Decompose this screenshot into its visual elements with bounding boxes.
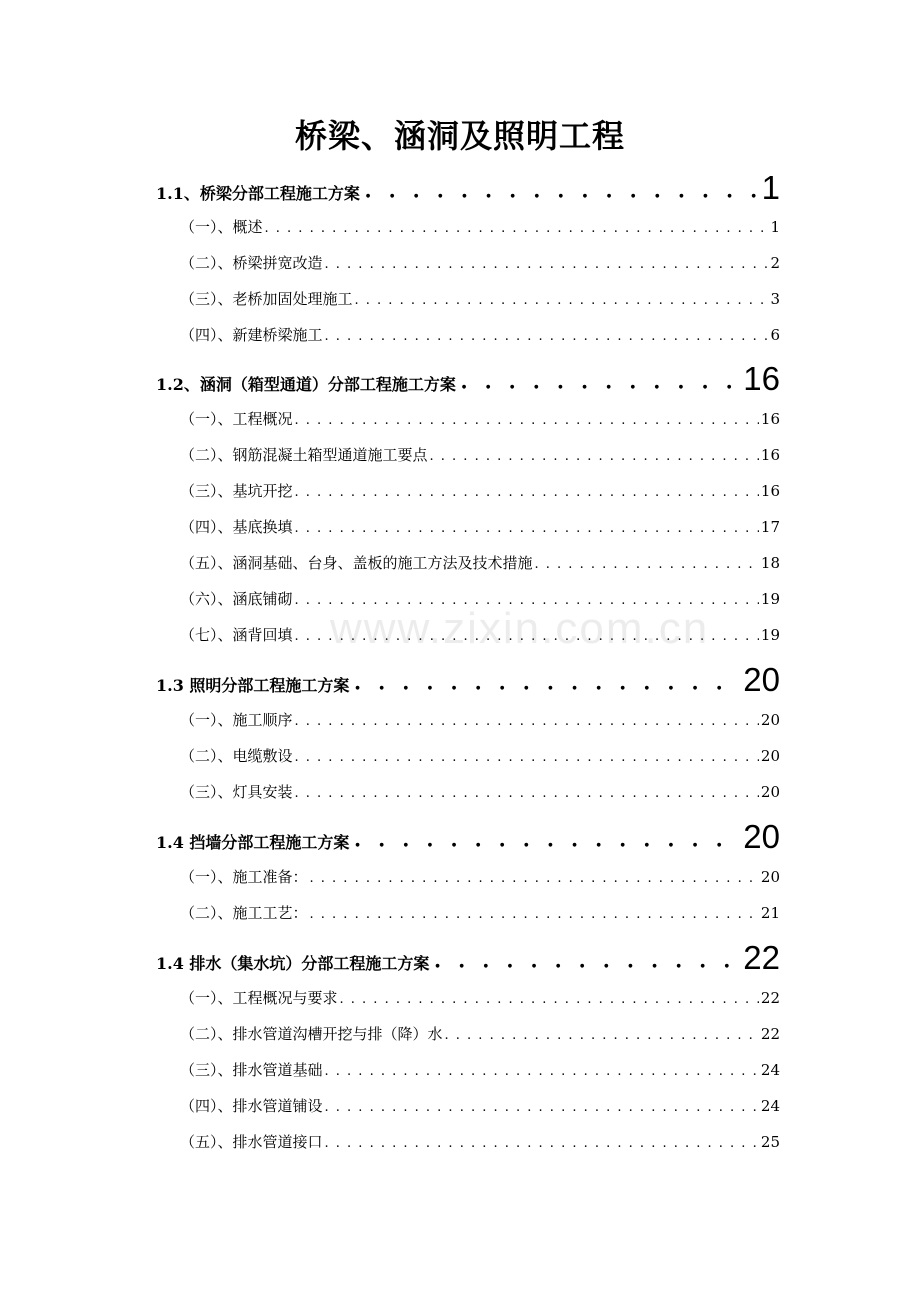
dot-leader <box>325 257 769 272</box>
toc-page-number: 16 <box>743 361 780 397</box>
dot-leader <box>295 593 759 608</box>
toc-entry-label: （三）、灯具安装 <box>180 783 293 801</box>
dot-leader <box>265 221 769 236</box>
dot-leader <box>325 1064 759 1079</box>
toc-entry[interactable] <box>180 1131 780 1152</box>
toc-page-number: 1 <box>770 218 780 236</box>
toc-entry[interactable] <box>180 444 780 465</box>
toc-section-5[interactable] <box>156 940 780 976</box>
dot-leader <box>445 1028 759 1043</box>
toc-page-number: 20 <box>760 711 780 729</box>
dot-leader <box>325 1136 759 1151</box>
toc-entry-label: （五）、排水管道接口 <box>180 1133 323 1151</box>
toc-page-number: 21 <box>760 904 780 922</box>
toc-page-number: 2 <box>770 254 780 272</box>
toc-page-number: 17 <box>760 518 780 536</box>
toc-section-3[interactable] <box>156 662 780 698</box>
dot-leader <box>295 485 759 500</box>
toc-page-number: 25 <box>760 1133 780 1151</box>
toc-entry[interactable] <box>180 1023 780 1044</box>
toc-entry[interactable] <box>180 1095 780 1116</box>
toc-page-number: 1 <box>761 170 780 206</box>
dot-leader <box>295 750 759 765</box>
dot-leader <box>340 992 759 1007</box>
toc-entry-label: （三）、基坑开挖 <box>180 482 293 500</box>
toc-entry[interactable] <box>180 588 780 609</box>
toc-entry[interactable] <box>180 216 780 237</box>
dot-leader <box>325 1100 759 1115</box>
dot-leader <box>295 786 759 801</box>
dot-leader <box>310 907 759 922</box>
toc-entry[interactable] <box>180 516 780 537</box>
toc-entry-label: （三）、排水管道基础 <box>180 1061 323 1079</box>
toc-page-number: 20 <box>760 783 780 801</box>
toc-page-number: 20 <box>760 868 780 886</box>
toc-section-label: 1.4 排水（集水坑）分部工程施工方案 <box>156 954 430 973</box>
dot-leader <box>535 557 759 572</box>
toc-entry-label: （四）、排水管道铺设 <box>180 1097 323 1115</box>
toc-entry-label: （二）、钢筋混凝土箱型通道施工要点 <box>180 446 428 464</box>
toc-page-number: 19 <box>760 590 780 608</box>
toc-page-number: 20 <box>760 747 780 765</box>
dot-leader <box>355 293 769 308</box>
toc-entry[interactable] <box>180 902 780 923</box>
watermark-text: www.zixin.com.cn <box>330 604 710 653</box>
toc-entry-label: （一）、工程概况 <box>180 410 293 428</box>
dot-leader <box>435 954 741 973</box>
toc-entry-label: （三）、老桥加固处理施工 <box>180 290 353 308</box>
toc-page-number: 16 <box>760 446 780 464</box>
document-title: 桥梁、涵洞及照明工程 <box>294 117 625 155</box>
toc-entry-label: （七）、涵背回填 <box>180 626 293 644</box>
toc-entry-label: （五）、涵洞基础、台身、盖板的施工方法及技术措施 <box>180 554 533 572</box>
toc-entry[interactable] <box>180 324 780 345</box>
toc-entry-label: （四）、新建桥梁施工 <box>180 326 323 344</box>
toc-page-number: 22 <box>760 1025 780 1043</box>
toc-section-label: 1.4 挡墙分部工程施工方案 <box>156 833 350 852</box>
toc-page-number: 20 <box>743 662 780 698</box>
dot-leader <box>295 714 759 729</box>
toc-entry-label: （四）、基底换填 <box>180 518 293 536</box>
dot-leader <box>355 676 741 695</box>
toc-entry-label: （二）、桥梁拼宽改造 <box>180 254 323 272</box>
toc-entry-label: （一）、施工准备： <box>180 868 308 886</box>
toc-entry[interactable] <box>180 408 780 429</box>
toc-entry-label: （一）、概述 <box>180 218 263 236</box>
dot-leader <box>310 871 759 886</box>
dot-leader <box>430 449 759 464</box>
toc-section-label: 1.2、涵洞（箱型通道）分部工程施工方案 <box>156 375 456 394</box>
dot-leader <box>295 629 759 644</box>
toc-entry[interactable] <box>180 987 780 1008</box>
toc-entry[interactable] <box>180 866 780 887</box>
toc-section-1[interactable] <box>156 170 780 206</box>
toc-entry-label: （二）、施工工艺： <box>180 904 308 922</box>
toc-page-number: 20 <box>743 819 780 855</box>
toc-entry-label: （二）、排水管道沟槽开挖与排（降）水 <box>180 1025 443 1043</box>
toc-entry[interactable] <box>180 480 780 501</box>
dot-leader <box>295 521 759 536</box>
toc-page-number: 19 <box>760 626 780 644</box>
toc-entry-label: （一）、工程概况与要求 <box>180 989 338 1007</box>
toc-section-2[interactable] <box>156 361 780 397</box>
toc-entry-label: （二）、电缆敷设 <box>180 747 293 765</box>
toc-section-4[interactable] <box>156 819 780 855</box>
toc-entry[interactable] <box>180 252 780 273</box>
toc-page-number: 3 <box>770 290 780 308</box>
toc-page-number: 22 <box>743 940 780 976</box>
toc-section-label: 1.1、桥梁分部工程施工方案 <box>156 184 360 203</box>
toc-page-number: 24 <box>760 1061 780 1079</box>
toc-page-number: 16 <box>760 410 780 428</box>
toc-entry[interactable] <box>180 552 780 573</box>
toc-page-number: 16 <box>760 482 780 500</box>
toc-entry[interactable] <box>180 1059 780 1080</box>
dot-leader <box>355 833 741 852</box>
toc-page-number: 6 <box>770 326 780 344</box>
toc-entry[interactable] <box>180 745 780 766</box>
toc-page-number: 22 <box>760 989 780 1007</box>
toc-entry[interactable] <box>180 781 780 802</box>
toc-section-label: 1.3 照明分部工程施工方案 <box>156 676 350 695</box>
toc-page-number: 18 <box>760 554 780 572</box>
toc-page-number: 24 <box>760 1097 780 1115</box>
dot-leader <box>462 375 741 394</box>
toc-entry[interactable] <box>180 709 780 730</box>
toc-entry[interactable] <box>180 624 780 645</box>
dot-leader <box>366 184 760 203</box>
toc-entry-label: （一）、施工顺序 <box>180 711 293 729</box>
toc-entry-label: （六）、涵底铺砌 <box>180 590 293 608</box>
dot-leader <box>325 329 769 344</box>
toc-entry[interactable] <box>180 288 780 309</box>
dot-leader <box>295 413 759 428</box>
